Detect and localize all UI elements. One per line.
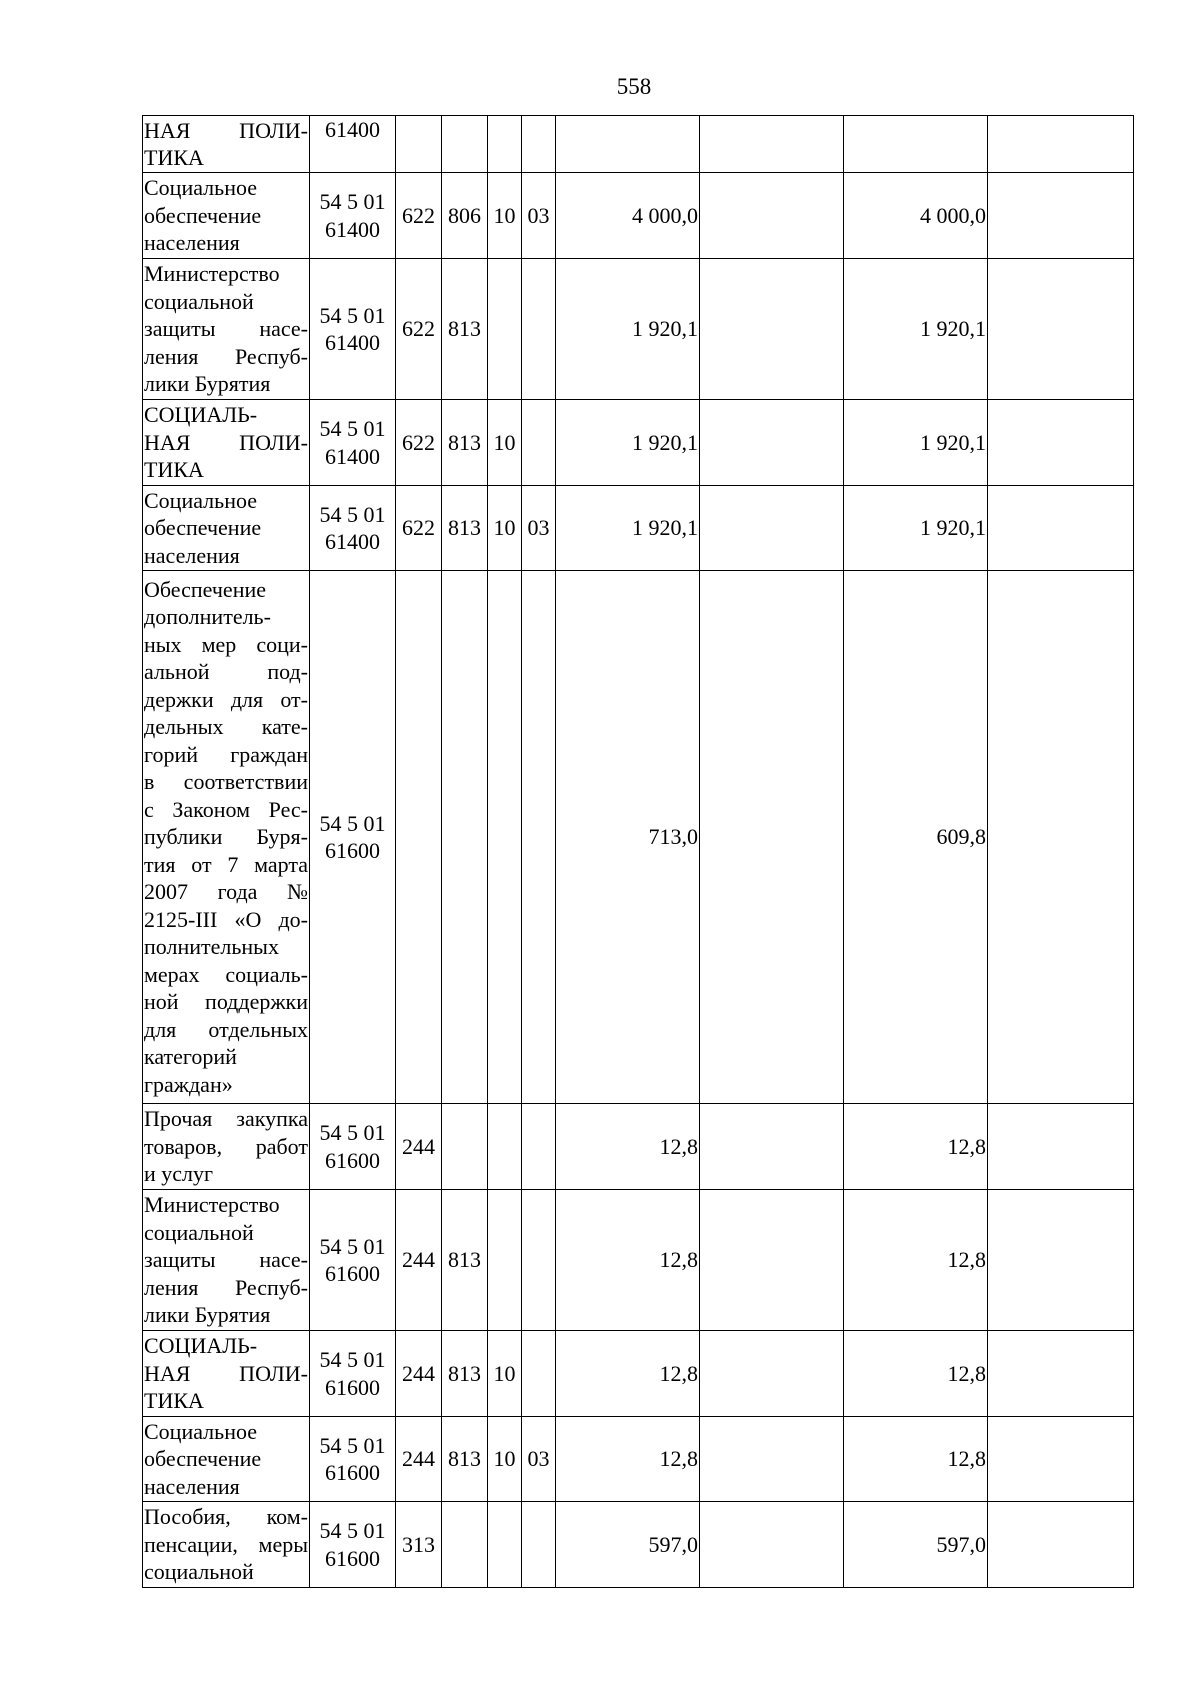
- subsection-cell: 03: [522, 486, 556, 571]
- target-article-code-cell: [310, 1417, 396, 1502]
- row-name-line: альной под-: [144, 659, 308, 685]
- row-name-line: ТИКА: [144, 145, 204, 170]
- subsection-cell: [522, 116, 556, 173]
- expense-type-cell: 622: [396, 173, 442, 259]
- amount-4-cell: [988, 1331, 1134, 1417]
- ministry-code-cell: 813: [442, 400, 488, 486]
- section-cell: [488, 1104, 522, 1190]
- amount-2-cell: [700, 173, 844, 259]
- target-article-code-line: 61600: [325, 838, 380, 863]
- target-article-code-line: 54 5 01: [319, 189, 386, 214]
- target-article-code-line: 61600: [325, 1545, 380, 1571]
- subsection-cell: [522, 1331, 556, 1417]
- row-name-line: Социальное: [144, 175, 257, 201]
- expense-type-cell: 622: [396, 486, 442, 571]
- amount-4-cell: [988, 259, 1134, 400]
- amount-2-cell: [700, 1190, 844, 1331]
- target-article-code-line: 61600: [325, 1460, 380, 1485]
- table-body: [143, 116, 1134, 1588]
- row-name-line: НАЯ ПОЛИ-: [144, 429, 308, 455]
- row-name-line: Социальное: [144, 1418, 257, 1444]
- ministry-code-cell: 813: [442, 486, 488, 571]
- subsection-cell: [522, 259, 556, 400]
- amount-2-cell: [700, 259, 844, 400]
- section-cell: [488, 1502, 522, 1588]
- row-name-line: для отдельных: [144, 1016, 308, 1042]
- subsection-cell: [522, 1502, 556, 1588]
- amount-2-cell: [700, 116, 844, 173]
- row-name-line: Министерство: [144, 261, 280, 287]
- row-name-line: в соответствии: [144, 769, 308, 795]
- row-name-line: полнительных: [144, 934, 279, 960]
- table-row: [143, 486, 1134, 571]
- expense-type-cell: 244: [396, 1190, 442, 1331]
- amount-2-cell: [700, 486, 844, 571]
- target-article-code-line: 61600: [325, 1261, 380, 1286]
- row-name-line: пенсации, меры: [144, 1531, 308, 1557]
- budget-table: [142, 115, 1134, 1588]
- amount-3-cell: 12,8: [844, 1331, 988, 1417]
- ministry-code-cell: 813: [442, 1417, 488, 1502]
- row-name-line: обеспечение: [144, 202, 262, 228]
- target-article-code-line: 61600: [325, 1374, 380, 1400]
- row-name-line: СОЦИАЛЬ-: [144, 402, 258, 428]
- subsection-cell: [522, 571, 556, 1104]
- table-row: [143, 1417, 1134, 1502]
- section-cell: [488, 571, 522, 1104]
- row-name-line: НАЯ ПОЛИ-: [144, 1360, 308, 1386]
- expense-type-cell: 244: [396, 1104, 442, 1190]
- expense-type-cell: [396, 116, 442, 173]
- section-cell: 10: [488, 1331, 522, 1417]
- row-name-line: и услуг: [144, 1161, 214, 1187]
- row-name-line: ления Респуб-: [144, 343, 308, 369]
- row-name-cell: [143, 259, 310, 400]
- row-name-line: Министерство: [144, 1192, 280, 1218]
- target-article-code-cell: [310, 259, 396, 400]
- amount-4-cell: [988, 1417, 1134, 1502]
- row-name-cell: [143, 486, 310, 571]
- amount-2-cell: [700, 400, 844, 486]
- row-name-line: обеспечение: [144, 515, 262, 541]
- target-article-code-line: 54 5 01: [319, 1233, 386, 1259]
- row-name-line: ления Респуб-: [144, 1274, 308, 1300]
- row-name-line: 2007 года №: [144, 879, 308, 905]
- amount-1-cell: 1 920,1: [556, 259, 700, 400]
- amount-1-cell: 12,8: [556, 1417, 700, 1502]
- target-article-code-line: 61400: [325, 117, 380, 142]
- row-name-line: 2125-III «О до-: [144, 906, 308, 932]
- target-article-code-line: 61600: [325, 1147, 380, 1173]
- amount-1-cell: 1 920,1: [556, 486, 700, 571]
- amount-3-cell: 1 920,1: [844, 400, 988, 486]
- table-row: [143, 173, 1134, 259]
- ministry-code-cell: [442, 571, 488, 1104]
- expense-type-cell: [396, 571, 442, 1104]
- ministry-code-cell: 813: [442, 259, 488, 400]
- table-row: [143, 259, 1134, 400]
- expense-type-cell: 313: [396, 1502, 442, 1588]
- table-row: [143, 400, 1134, 486]
- amount-3-cell: 12,8: [844, 1104, 988, 1190]
- row-name-line: Пособия, ком-: [144, 1504, 308, 1530]
- amount-3-cell: 609,8: [844, 571, 988, 1104]
- amount-1-cell: 12,8: [556, 1331, 700, 1417]
- amount-3-cell: 4 000,0: [844, 173, 988, 259]
- row-name-cell: [143, 571, 310, 1104]
- amount-4-cell: [988, 486, 1134, 571]
- amount-3-cell: 1 920,1: [844, 259, 988, 400]
- target-article-code-cell: [310, 1331, 396, 1417]
- amount-4-cell: [988, 400, 1134, 486]
- row-name-line: населения: [144, 230, 240, 256]
- section-cell: [488, 259, 522, 400]
- row-name-cell: [143, 1502, 310, 1588]
- row-name-line: защиты насе-: [144, 316, 308, 342]
- row-name-line: держки для от-: [144, 686, 308, 712]
- row-name-line: горий граждан: [144, 741, 308, 767]
- ministry-code-cell: [442, 1502, 488, 1588]
- subsection-cell: [522, 400, 556, 486]
- row-name-line: Социальное: [144, 487, 257, 513]
- section-cell: 10: [488, 400, 522, 486]
- row-name-line: дополнитель-: [144, 604, 271, 630]
- table-row: [143, 116, 1134, 173]
- amount-4-cell: [988, 1190, 1134, 1331]
- amount-4-cell: [988, 1502, 1134, 1588]
- table-row: [143, 571, 1134, 1104]
- amount-2-cell: [700, 1502, 844, 1588]
- subsection-cell: [522, 1190, 556, 1331]
- row-name-line: НАЯ ПОЛИ-: [144, 117, 308, 143]
- table-row: [143, 1331, 1134, 1417]
- amount-3-cell: 12,8: [844, 1417, 988, 1502]
- target-article-code-cell: [310, 1104, 396, 1190]
- row-name-line: граждан»: [144, 1071, 233, 1097]
- amount-2-cell: [700, 1331, 844, 1417]
- amount-2-cell: [700, 1104, 844, 1190]
- target-article-code-cell: [310, 116, 396, 173]
- amount-1-cell: 1 920,1: [556, 400, 700, 486]
- target-article-code-line: 54 5 01: [319, 1518, 386, 1543]
- row-name-line: населения: [144, 542, 240, 568]
- amount-4-cell: [988, 116, 1134, 173]
- row-name-line: тия от 7 марта: [144, 851, 308, 877]
- section-cell: 10: [488, 173, 522, 259]
- row-name-line: обеспечение: [144, 1446, 262, 1472]
- row-name-line: Обеспечение: [144, 576, 266, 602]
- row-name-line: лики Бурятия: [144, 1302, 271, 1328]
- expense-type-cell: 622: [396, 400, 442, 486]
- expense-type-cell: 244: [396, 1417, 442, 1502]
- row-name-line: защиты насе-: [144, 1247, 308, 1273]
- ministry-code-cell: 806: [442, 173, 488, 259]
- amount-2-cell: [700, 571, 844, 1104]
- subsection-cell: 03: [522, 1417, 556, 1502]
- row-name-cell: [143, 400, 310, 486]
- row-name-line: ных мер соци-: [144, 631, 308, 657]
- table-row: [143, 1502, 1134, 1588]
- target-article-code-cell: [310, 173, 396, 259]
- row-name-line: ТИКА: [144, 457, 204, 483]
- amount-1-cell: 12,8: [556, 1104, 700, 1190]
- row-name-line: дельных кате-: [144, 714, 308, 740]
- amount-1-cell: 4 000,0: [556, 173, 700, 259]
- section-cell: [488, 116, 522, 173]
- amount-4-cell: [988, 1104, 1134, 1190]
- target-article-code-line: 54 5 01: [319, 302, 386, 328]
- row-name-line: лики Бурятия: [144, 371, 271, 397]
- amount-4-cell: [988, 571, 1134, 1104]
- amount-1-cell: 713,0: [556, 571, 700, 1104]
- expense-type-cell: 622: [396, 259, 442, 400]
- row-name-line: социальной: [144, 288, 254, 314]
- row-name-line: категорий: [144, 1044, 237, 1070]
- row-name-line: ной поддержки: [144, 989, 308, 1015]
- target-article-code-line: 61400: [325, 529, 380, 554]
- row-name-line: СОЦИАЛЬ-: [144, 1333, 258, 1359]
- amount-2-cell: [700, 1417, 844, 1502]
- row-name-line: мерах социаль-: [144, 961, 308, 987]
- target-article-code-cell: [310, 400, 396, 486]
- target-article-code-line: 61400: [325, 443, 380, 469]
- ministry-code-cell: [442, 1104, 488, 1190]
- subsection-cell: [522, 1104, 556, 1190]
- section-cell: 10: [488, 1417, 522, 1502]
- target-article-code-line: 61400: [325, 216, 380, 242]
- expense-type-cell: 244: [396, 1331, 442, 1417]
- subsection-cell: 03: [522, 173, 556, 259]
- amount-1-cell: 12,8: [556, 1190, 700, 1331]
- row-name-cell: [143, 1331, 310, 1417]
- ministry-code-cell: 813: [442, 1190, 488, 1331]
- section-cell: 10: [488, 486, 522, 571]
- amount-4-cell: [988, 173, 1134, 259]
- row-name-line: товаров, работ: [144, 1133, 308, 1159]
- amount-3-cell: 12,8: [844, 1190, 988, 1331]
- target-article-code-cell: [310, 571, 396, 1104]
- row-name-cell: [143, 1104, 310, 1190]
- target-article-code-cell: [310, 1190, 396, 1331]
- row-name-line: с Законом Рес-: [144, 796, 308, 822]
- target-article-code-cell: [310, 1502, 396, 1588]
- amount-3-cell: 1 920,1: [844, 486, 988, 571]
- target-article-code-cell: [310, 486, 396, 571]
- ministry-code-cell: 813: [442, 1331, 488, 1417]
- table-row: [143, 1104, 1134, 1190]
- target-article-code-line: 54 5 01: [319, 501, 386, 527]
- row-name-line: населения: [144, 1473, 240, 1499]
- row-name-cell: [143, 116, 310, 173]
- row-name-cell: [143, 1417, 310, 1502]
- target-article-code-line: 54 5 01: [319, 1432, 386, 1458]
- amount-1-cell: 597,0: [556, 1502, 700, 1588]
- row-name-cell: [143, 173, 310, 259]
- target-article-code-line: 54 5 01: [319, 416, 386, 441]
- row-name-line: социальной: [144, 1219, 254, 1245]
- target-article-code-line: 54 5 01: [319, 1347, 386, 1372]
- row-name-line: публики Буря-: [144, 824, 308, 850]
- section-cell: [488, 1190, 522, 1331]
- target-article-code-line: 54 5 01: [319, 810, 386, 836]
- target-article-code-line: 61400: [325, 330, 380, 355]
- table-row: [143, 1190, 1134, 1331]
- page-number: 558: [616, 74, 652, 99]
- amount-3-cell: [844, 116, 988, 173]
- ministry-code-cell: [442, 116, 488, 173]
- amount-1-cell: [556, 116, 700, 173]
- row-name-cell: [143, 1190, 310, 1331]
- target-article-code-line: 54 5 01: [319, 1120, 386, 1145]
- amount-3-cell: 597,0: [844, 1502, 988, 1588]
- row-name-line: ТИКА: [144, 1388, 204, 1414]
- row-name-line: социальной: [144, 1559, 254, 1585]
- row-name-line: Прочая закупка: [144, 1106, 308, 1132]
